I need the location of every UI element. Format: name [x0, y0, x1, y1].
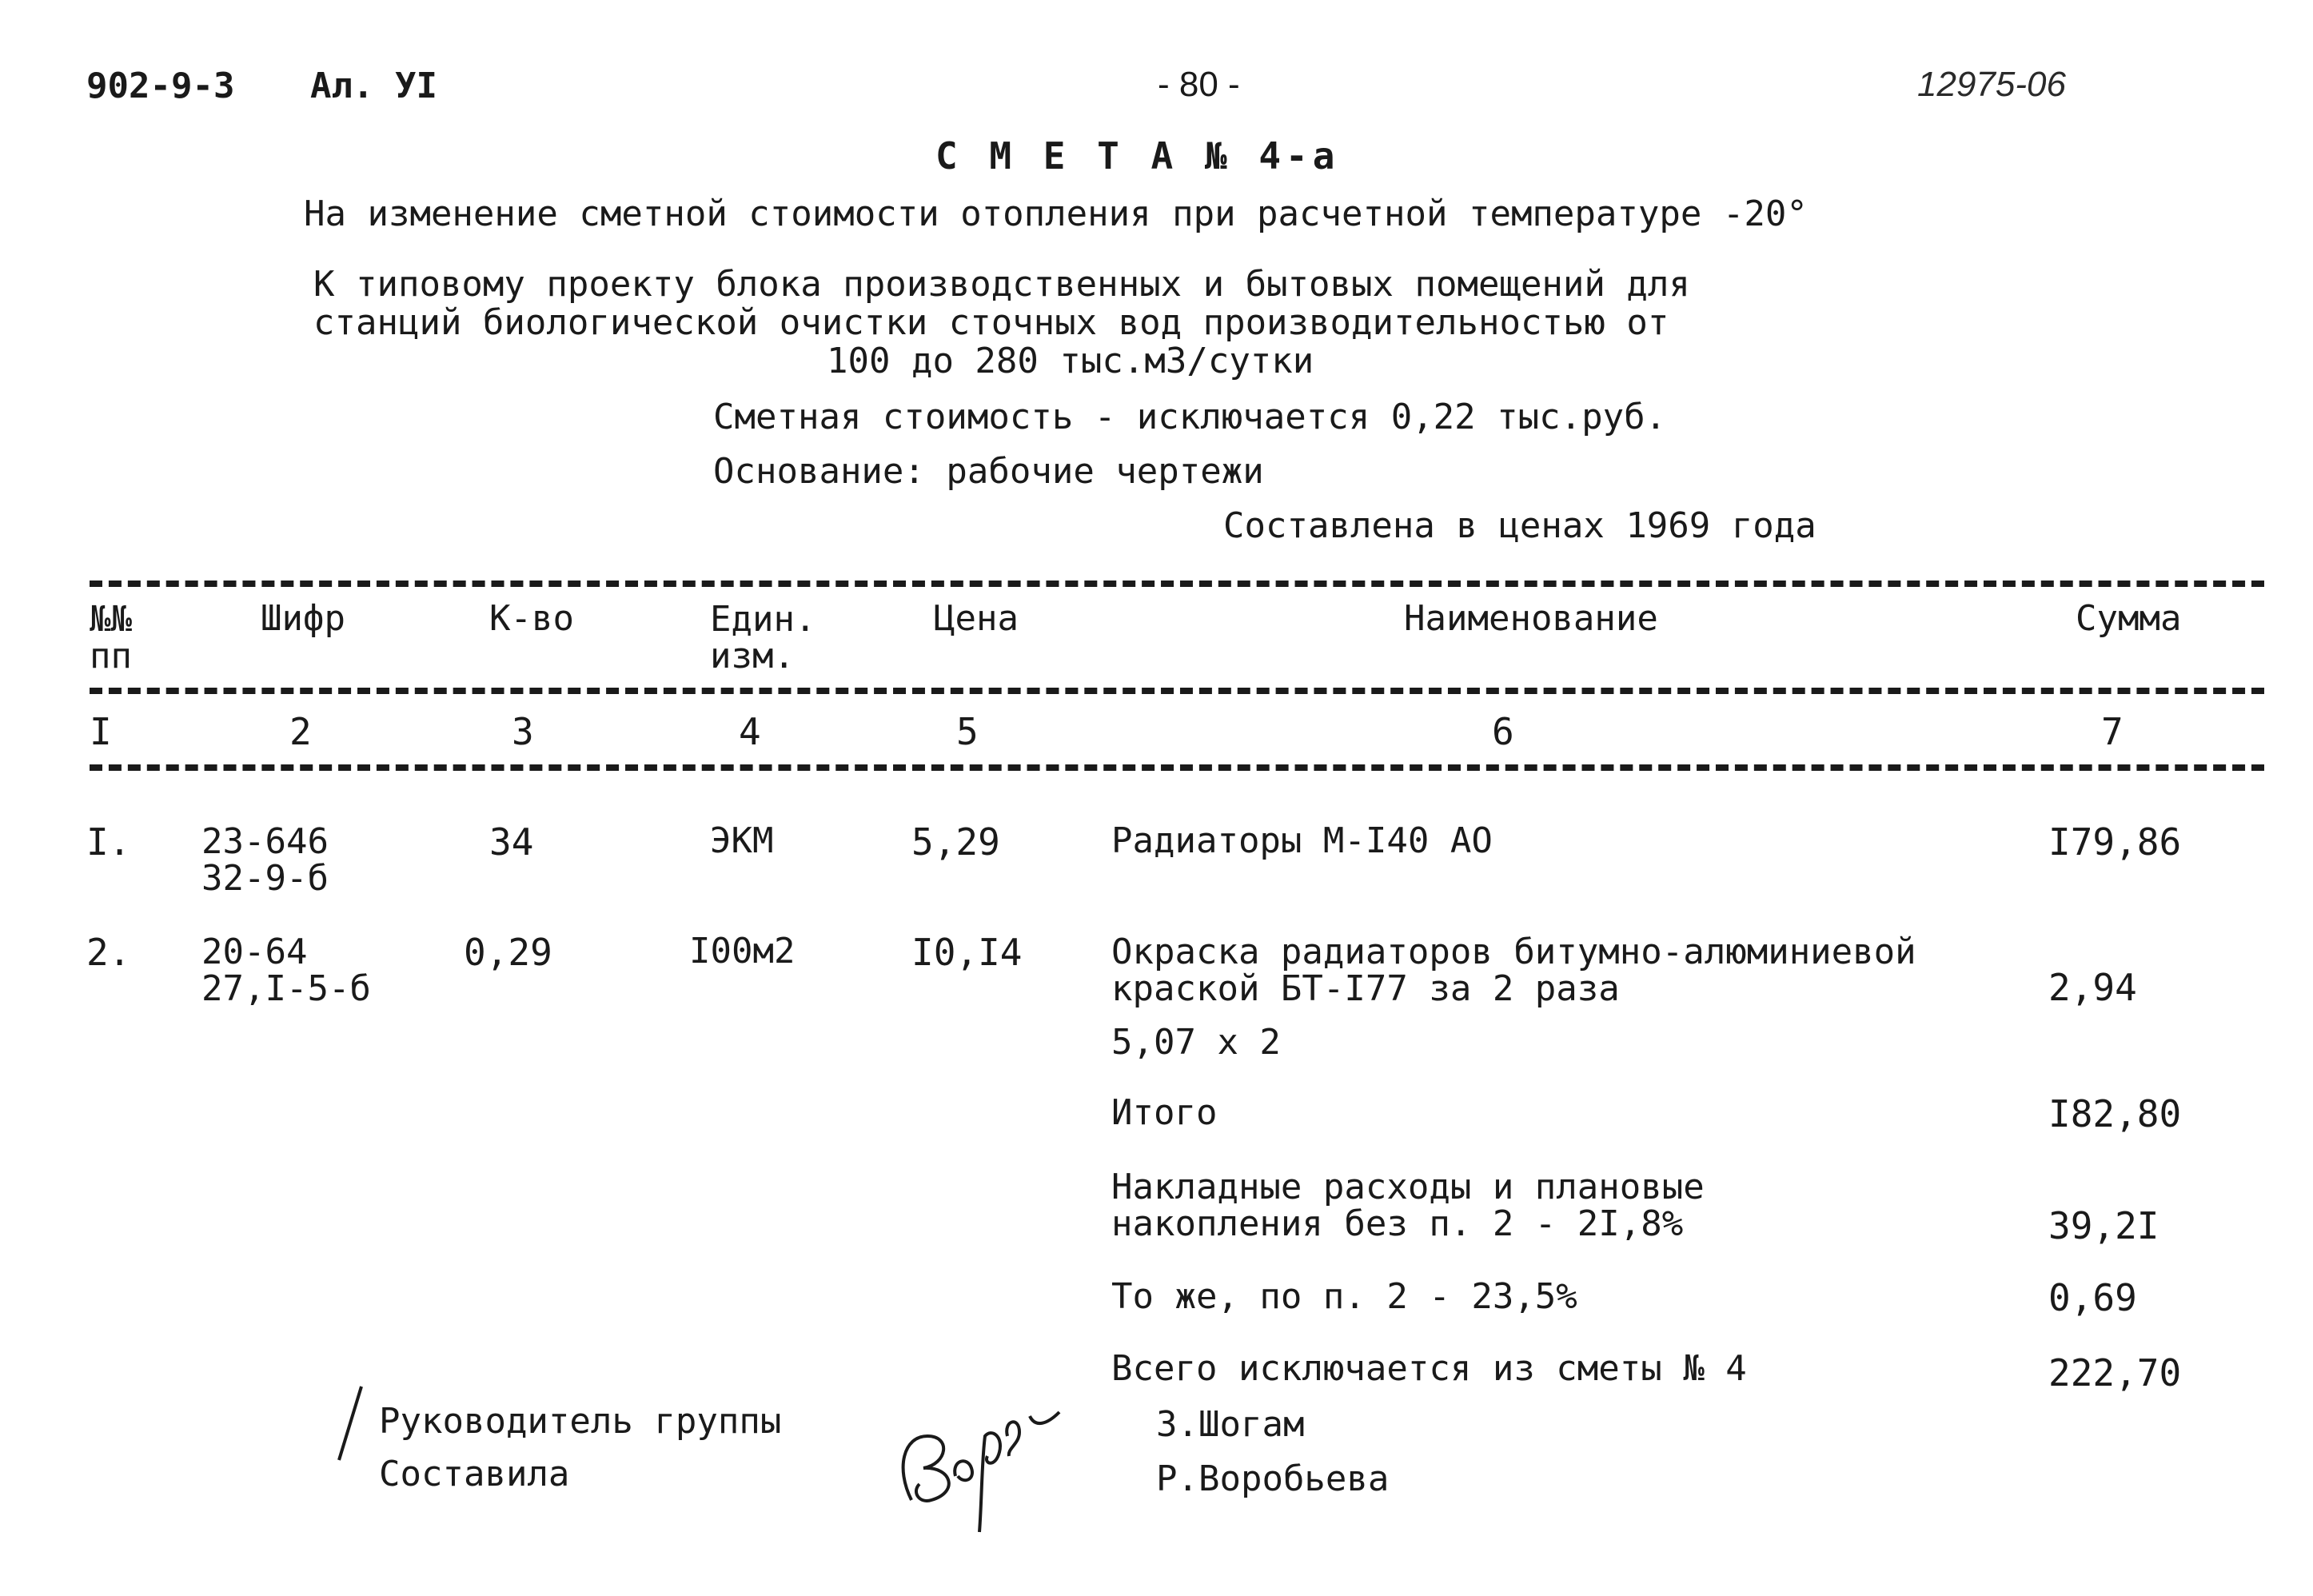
document-title: С М Е Т А № 4-а [935, 134, 1340, 178]
row-quantity: 34 [489, 820, 534, 864]
row-sum: I79,86 [2048, 820, 2182, 864]
row-price: 5,29 [911, 820, 1000, 864]
summary-label: То же, по п. 2 - 23,5% [1111, 1276, 1577, 1317]
col-index-2: 2 [289, 710, 312, 753]
project-line-3: 100 до 280 тыс.м3/сутки [827, 341, 1314, 381]
row-code: 23-646 32-9-б [201, 821, 329, 900]
row-name: Радиаторы М-I40 АО [1111, 820, 1493, 861]
row-price: I0,I4 [911, 931, 1023, 974]
project-line-2: станций биологической очистки сточных вод производительностью от [313, 302, 1669, 343]
summary-value: 39,2I [2048, 1204, 2159, 1247]
row-unit: ЭКМ [710, 820, 774, 861]
table-top-rule [90, 581, 2264, 587]
table-header-rule [90, 688, 2264, 694]
summary-label: Накладные расходы и плановые накопления без п. 2 - 2I,8% [1111, 1167, 1705, 1245]
signature-name-leader: З.Шогам [1156, 1404, 1305, 1445]
archive-stamp: 12975-06 [1917, 65, 2066, 104]
col-index-7: 7 [2101, 710, 2124, 753]
estimated-cost-line: Сметная стоимость - исключается 0,22 тыс.руб. [713, 397, 1667, 437]
slash-mark [334, 1383, 366, 1463]
row-code: 20-64 27,I-5-б [201, 932, 371, 1010]
col-header-price: Цена [934, 598, 1019, 639]
col-header-code: Шифр [261, 598, 345, 639]
col-index-6: 6 [1492, 710, 1514, 753]
row-quantity: 0,29 [464, 931, 552, 974]
col-header-name: Наименование [1404, 598, 1658, 639]
project-line-1: К типовому проекту блока производственных и бытовых помещений для [313, 264, 1690, 305]
handwritten-signature [887, 1380, 1087, 1540]
basis-line: Основание: рабочие чертежи [713, 451, 1264, 492]
album-number: Ал. УI [310, 66, 437, 106]
col-index-1: I [90, 710, 112, 753]
col-index-4: 4 [739, 710, 761, 753]
row-sum: 2,94 [2048, 966, 2137, 1009]
col-index-3: 3 [512, 710, 534, 753]
row-calc-note: 5,07 х 2 [1111, 1022, 1281, 1063]
col-header-quantity: К-во [489, 598, 574, 639]
summary-value: 222,70 [2048, 1351, 2182, 1395]
col-header-number: №№ пп [90, 599, 132, 677]
row-number: I. [86, 820, 131, 864]
signature-role-compiler: Составила [379, 1454, 570, 1494]
signature-role-leader: Руководитель группы [379, 1401, 782, 1442]
signature-name-compiler: Р.Воробьева [1156, 1458, 1390, 1499]
row-name: Окраска радиаторов битумно-алюминиевой краской БТ-I77 за 2 раза [1111, 932, 1916, 1010]
document-subtitle: На изменение сметной стоимости отопления при расчетной температуре -20° [304, 194, 1808, 234]
summary-value: 0,69 [2048, 1276, 2137, 1319]
summary-label: Всего исключается из сметы № 4 [1111, 1348, 1747, 1389]
row-number: 2. [86, 931, 131, 974]
col-header-unit: Един. изм. [710, 599, 816, 677]
col-index-5: 5 [956, 710, 979, 753]
summary-value: I82,80 [2048, 1092, 2182, 1135]
prices-year-line: Составлена в ценах 1969 года [1223, 505, 1817, 546]
page-number: - 80 - [1158, 65, 1240, 104]
document-code: 902-9-3 [86, 66, 235, 106]
row-unit: I00м2 [689, 931, 796, 972]
col-header-sum: Сумма [2076, 598, 2182, 639]
table-index-rule [90, 764, 2264, 771]
summary-label: Итого [1111, 1092, 1218, 1133]
